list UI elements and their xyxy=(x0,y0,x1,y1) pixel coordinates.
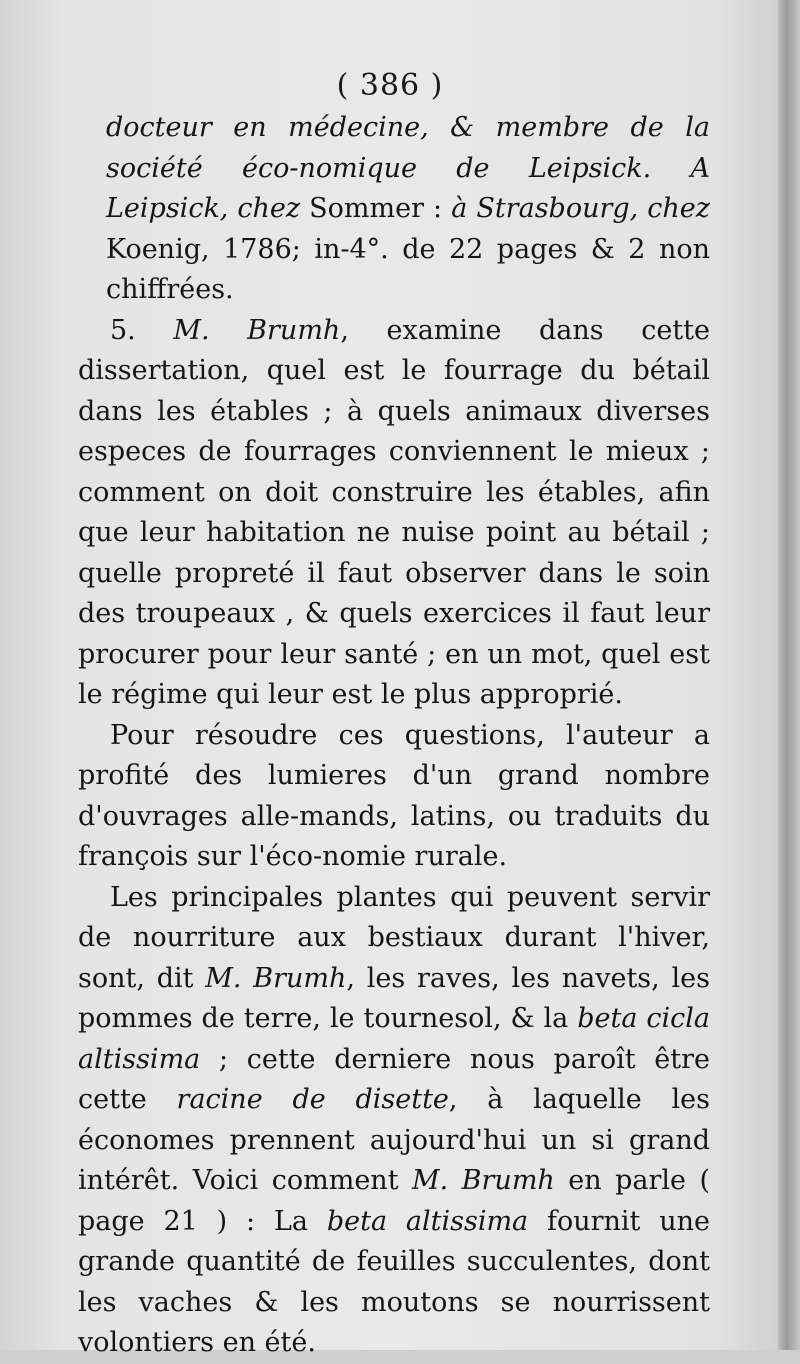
text-run: Sommer : xyxy=(300,193,452,224)
text-run: à Strasbourg, chez xyxy=(451,193,710,224)
text-run: beta altissima xyxy=(326,1205,529,1237)
page-number: ( 386 ) xyxy=(336,68,444,103)
text-run: Pour résoudre ces questions, l'auteur a profité des lumieres d'un grand nombre d'ouvrages alle-mands, latins, ou traduits du françois sur l'éco-nomie rurale. xyxy=(78,719,710,872)
text-run: fournit une grande quantité de feuilles succulentes, dont les vaches & les moutons se nourrissent volontiers en été. xyxy=(78,1205,711,1358)
text-run: , examine dans cette dissertation, quel est le fourrage du bétail dans les étables ; à quels animaux diverses especes de fourrages conviennent le mieux ; comment on doit construire les étables, afin que leur habitation ne nuise point au bétail ; quelle propreté il faut observer dans le soin des troupeaux , & quels exercices il faut leur procurer pour leur santé ; en un mot, quel est le régime qui leur est le plus approprié. xyxy=(78,314,710,710)
paragraph-continuation xyxy=(78,108,710,311)
text-run: M. Brumh xyxy=(412,1165,555,1196)
text-run: docteur en médecine, & membre de la société éco-nomique de Leipsick. A Leipsick, chez xyxy=(106,112,710,224)
paragraph-principales-plantes xyxy=(78,878,710,1364)
text-run: ; cette derniere nous paroît être cette xyxy=(78,1043,710,1115)
text-run: Les principales plantes qui peuvent servir de nourriture aux bestiaux durant l'hiver, sont, dit xyxy=(78,881,710,994)
text-run: en parle ( page 21 ) : La xyxy=(78,1165,710,1237)
text-run: racine de disette xyxy=(176,1084,449,1115)
text-run: , à laquelle les économes prennent aujourd'hui un si grand intérêt. Voici comment xyxy=(78,1084,710,1196)
body-text xyxy=(78,108,710,1364)
page-edge xyxy=(778,0,800,1350)
text-run: beta cicla altissima xyxy=(78,1003,710,1075)
paragraph-5 xyxy=(78,311,710,716)
paragraph-pour-resoudre xyxy=(78,716,710,878)
text-run: M. Brumh xyxy=(173,314,341,346)
text-run: , les raves, les navets, les pommes de terre, le tournesol, & la xyxy=(78,962,710,1034)
text-run: Koenig, 1786; in-4°. de 22 pages & 2 non chiffrées. xyxy=(106,233,710,305)
text-run: M. Brumh xyxy=(205,962,347,994)
text-run: 5. xyxy=(110,314,174,346)
